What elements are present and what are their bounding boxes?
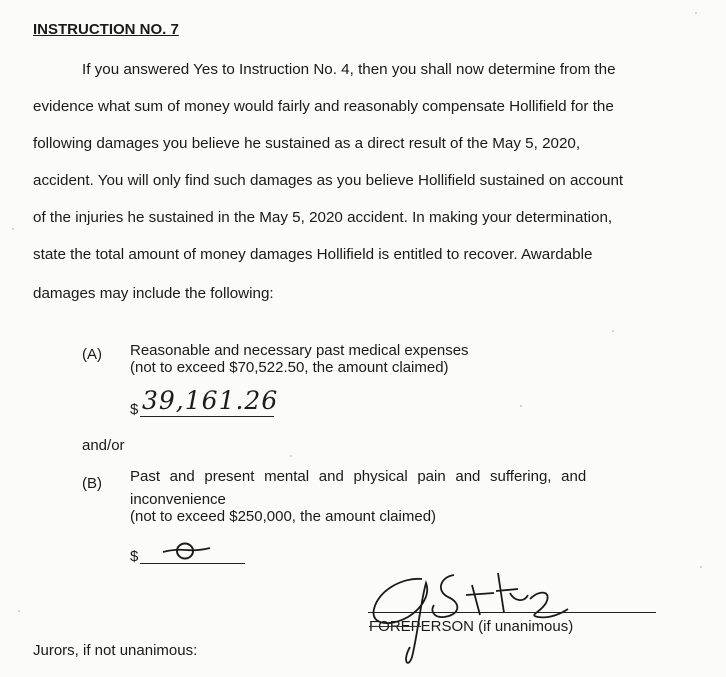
foreperson-label: FOREPERSON (if unanimous) xyxy=(369,618,574,635)
item-a-description: Reasonable and necessary past medical expenses xyxy=(130,342,469,359)
paragraph-line: damages may include the following: xyxy=(33,285,274,302)
item-b-amount-line xyxy=(140,563,245,564)
scan-speck xyxy=(520,405,522,407)
scan-speck xyxy=(695,12,697,14)
scan-speck xyxy=(290,455,292,457)
item-b-description-cont: inconvenience xyxy=(130,491,226,508)
instruction-heading: INSTRUCTION NO. 7 xyxy=(33,21,179,38)
jurors-label: Jurors, if not unanimous: xyxy=(33,642,198,659)
item-a-handwritten-amount: 39,161.26 xyxy=(142,386,279,415)
scan-speck xyxy=(612,330,614,332)
item-a-dollar-sign: $ xyxy=(130,401,139,418)
paragraph-line: following damages you believe he sustained as a direct result of the May 5, 2020, xyxy=(33,135,581,152)
paragraph-line: accident. You will only find such damages as you believe Hollifield sustained on account xyxy=(33,172,624,189)
scan-speck xyxy=(12,228,14,230)
paragraph-line: of the injuries he sustained in the May 5, 2020 accident. In making your determination, xyxy=(33,209,613,226)
item-b-dollar-sign: $ xyxy=(130,548,139,565)
item-b-letter: (B) xyxy=(82,475,102,492)
paragraph-line: If you answered Yes to Instruction No. 4, then you shall now determine from the xyxy=(82,61,616,78)
foreperson-strike xyxy=(369,626,421,627)
scan-speck xyxy=(700,566,702,568)
and-or-connector: and/or xyxy=(82,437,125,454)
item-a-limit: (not to exceed $70,522.50, the amount claimed) xyxy=(130,359,449,376)
item-a-amount-line xyxy=(140,416,274,417)
scan-speck xyxy=(18,610,20,612)
paragraph-line: evidence what sum of money would fairly and reasonably compensate Hollifield for the xyxy=(33,98,614,115)
item-a-letter: (A) xyxy=(82,346,102,363)
item-b-handwritten-amount xyxy=(160,540,212,562)
item-b-limit: (not to exceed $250,000, the amount claimed) xyxy=(130,508,437,525)
item-b-description: Past and present mental and physical pain and suffering, and xyxy=(130,468,587,485)
paragraph-line: state the total amount of money damages Hollifield is entitled to recover. Awardable xyxy=(33,246,593,263)
